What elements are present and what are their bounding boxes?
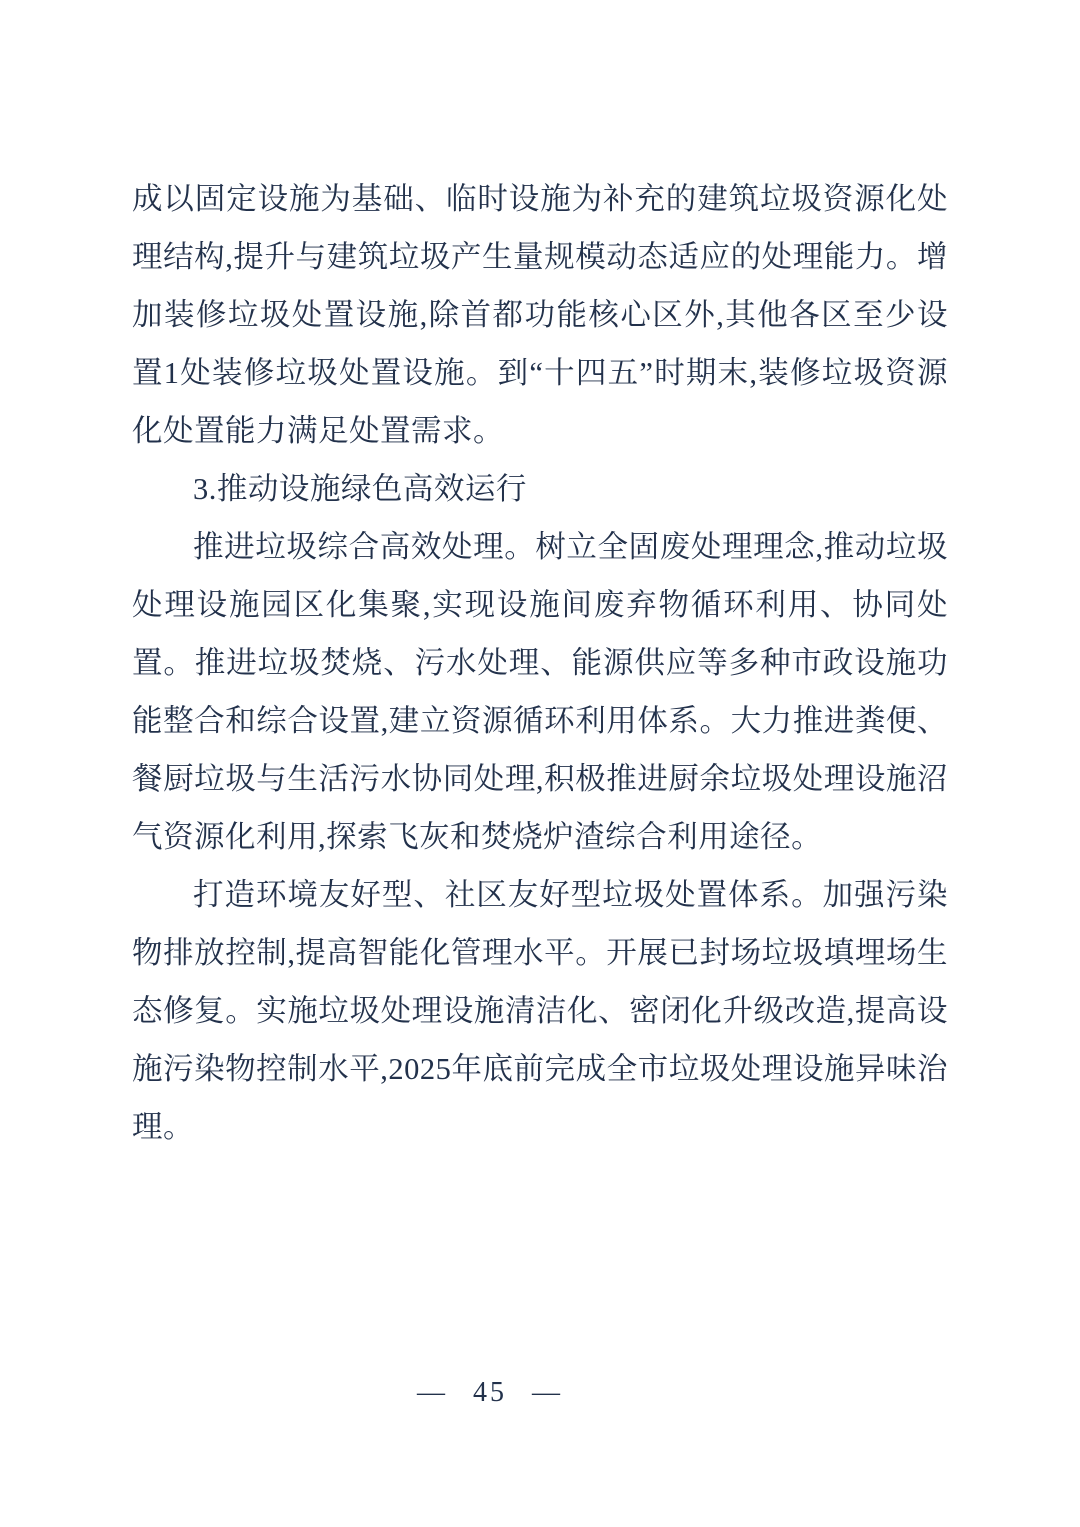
- page-number: 45: [473, 1377, 507, 1408]
- document-body: [132, 170, 948, 1156]
- paragraph-3: 打造环境友好型、社区友好型垃圾处置体系。加强污染物排放控制,提高智能化管理水平。开展已封场垃圾填埋场生态修复。实施垃圾处理设施清洁化、密闭化升级改造,提高设施污染物控制水平,2025年底前完成全市垃圾处理设施异味治理。: [132, 878, 948, 1144]
- paragraph-heading-3: 3.推动设施绿色高效运行: [193, 472, 527, 506]
- page-footer: [0, 1377, 1080, 1409]
- paragraph-1: 成以固定设施为基础、临时设施为补充的建筑垃圾资源化处理结构,提升与建筑垃圾产生量规模动态适应的处理能力。增加装修垃圾处置设施,除首都功能核心区外,其他各区至少设置1处装修垃圾处置设施。到“十四五”时期末,装修垃圾资源化处置能力满足处置需求。: [132, 182, 948, 448]
- paragraph-2: 推进垃圾综合高效处理。树立全固废处理理念,推动垃圾处理设施园区化集聚,实现设施间废弃物循环利用、协同处置。推进垃圾焚烧、污水处理、能源供应等多种市政设施功能整合和综合设置,建立资源循环利用体系。大力推进粪便、餐厨垃圾与生活污水协同处理,积极推进厨余垃圾处理设施沼气资源化利用,探索飞灰和焚烧炉渣综合利用途径。: [132, 530, 948, 854]
- footer-dash-left: —: [417, 1377, 448, 1408]
- footer-dash-right: —: [532, 1377, 563, 1408]
